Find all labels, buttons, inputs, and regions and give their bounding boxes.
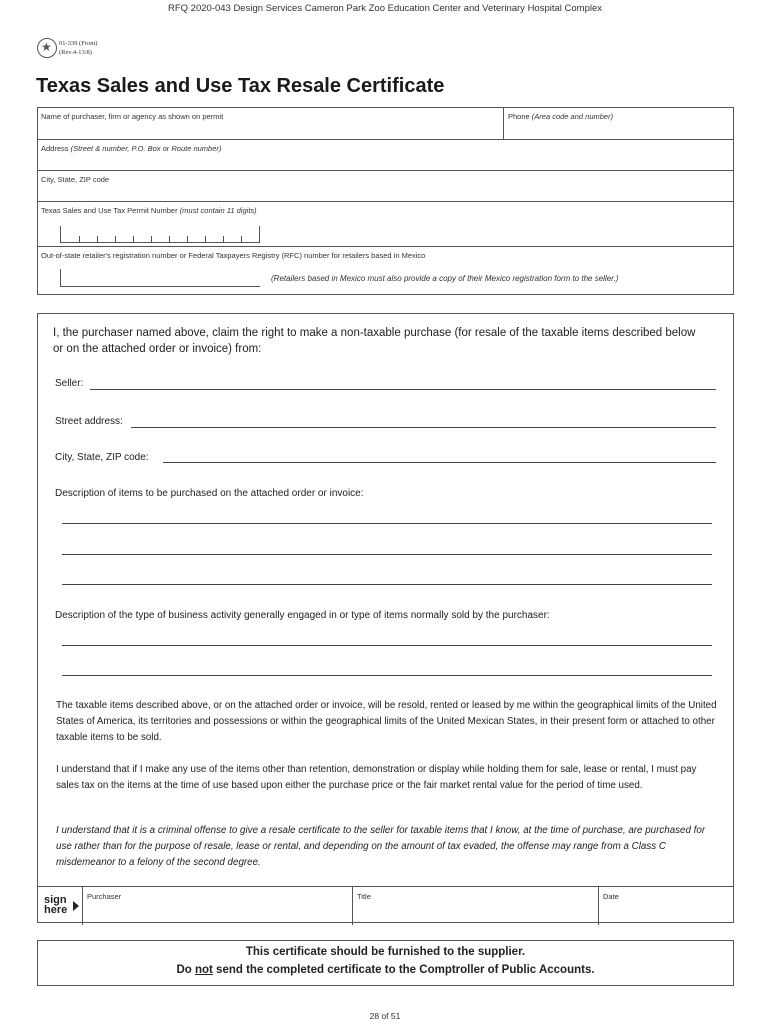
notice-line-1: This certificate should be furnished to the supplier. xyxy=(245,946,526,958)
address-label: Address (Street & number, P.O. Box or Route number) xyxy=(41,144,222,153)
claim-box xyxy=(37,313,734,923)
form-number: 01-339 (Front) xyxy=(59,40,98,47)
seller-field[interactable] xyxy=(90,389,716,390)
criminal-offense-warning: I understand that it is a criminal offense to give a resale certificate to the seller for taxable items that I know, at the time of purchase, are purchased for use rather than for the purpose of resale, lease or rental, and depending on the amount of tax evaded, the offense may range from a Class C misdemeanor to a felony of the second degree. xyxy=(56,825,706,868)
form-title: Texas Sales and Use Tax Resale Certificate xyxy=(36,75,445,97)
purchaser-signature-field[interactable] xyxy=(82,887,352,925)
city-row[interactable] xyxy=(38,171,733,202)
items-description-line-3[interactable] xyxy=(62,584,712,585)
date-label: Date xyxy=(603,892,619,901)
purchaser-label: Purchaser xyxy=(87,892,122,901)
business-activity-label: Description of the type of business activity generally engaged in or type of items normally sold by the purchaser: xyxy=(55,610,550,621)
items-description-label: Description of items to be purchased on the attached order or invoice: xyxy=(55,488,364,499)
texas-seal-icon xyxy=(37,38,57,58)
sign-here-icon: sign here xyxy=(44,894,68,916)
rfc-label: Out-of-state retailer's registration number or Federal Taxpayers Registry (RFC) number for retailers based in Mexico xyxy=(41,251,426,260)
notice-line-2: Do not send the completed certificate to the Comptroller of Public Accounts. xyxy=(176,964,595,976)
city-state-zip-label: City, State, ZIP code xyxy=(41,175,110,184)
seller-label: Seller: xyxy=(55,378,84,389)
address-row[interactable] xyxy=(38,140,733,171)
purchaser-name-label: Name of purchaser, firm or agency as shown on permit xyxy=(41,112,224,121)
permit-number-field[interactable] xyxy=(60,226,260,243)
document-header: RFQ 2020-043 Design Services Cameron Park Zoo Education Center and Veterinary Hospital Complex xyxy=(167,3,603,14)
signature-row xyxy=(38,886,733,924)
purchaser-name-field[interactable] xyxy=(38,122,503,139)
resale-statement: The taxable items described above, or on the attached order or invoice, will be resold, rented or leased by me within the geographical limits of the United States of America, its territories and possessions or within the geographical limits of the United Mexican States, in their present form or attached to other taxable items to be sold. xyxy=(56,700,717,743)
rfc-number-field[interactable] xyxy=(60,269,260,287)
title-field[interactable] xyxy=(352,887,598,925)
permit-number-label: Texas Sales and Use Tax Permit Number (must contain 11 digits) xyxy=(41,206,257,215)
items-description-line-2[interactable] xyxy=(62,554,712,555)
items-description-line-1[interactable] xyxy=(62,523,712,524)
claim-statement: I, the purchaser named above, claim the right to make a non-taxable purchase (for resale of the taxable items described below or on the attached order or invoice) from: xyxy=(53,327,696,355)
street-address-label: Street address: xyxy=(55,416,123,427)
title-label: Title xyxy=(357,892,371,901)
sign-here-arrow-icon xyxy=(73,901,79,911)
city-state-zip-label-seller: City, State, ZIP code: xyxy=(55,452,149,463)
rfc-note: (Retailers based in Mexico must also provide a copy of their Mexico registration form to the seller.) xyxy=(271,274,619,283)
phone-field[interactable] xyxy=(504,122,734,139)
form-identifier xyxy=(37,38,97,58)
business-activity-line-2[interactable] xyxy=(62,675,712,676)
use-tax-statement: I understand that if I make any use of the items other than retention, demonstration or display while holding them for sale, lease or rental, I must pay sales tax on the items at the time of use based upon either the purchase price or the fair market rental value for the period of time used. xyxy=(56,764,697,791)
date-field[interactable] xyxy=(598,887,734,925)
business-activity-line-1[interactable] xyxy=(62,645,712,646)
purchaser-info-box xyxy=(37,107,734,295)
form-revision: (Rev.4-13/8) xyxy=(59,49,92,56)
name-phone-row xyxy=(38,108,733,140)
phone-label: Phone (Area code and number) xyxy=(508,112,614,121)
notice-box xyxy=(37,940,734,986)
city-state-zip-field[interactable] xyxy=(163,462,716,463)
street-address-field[interactable] xyxy=(131,427,716,428)
page-number: 28 of 51 xyxy=(369,1011,401,1021)
